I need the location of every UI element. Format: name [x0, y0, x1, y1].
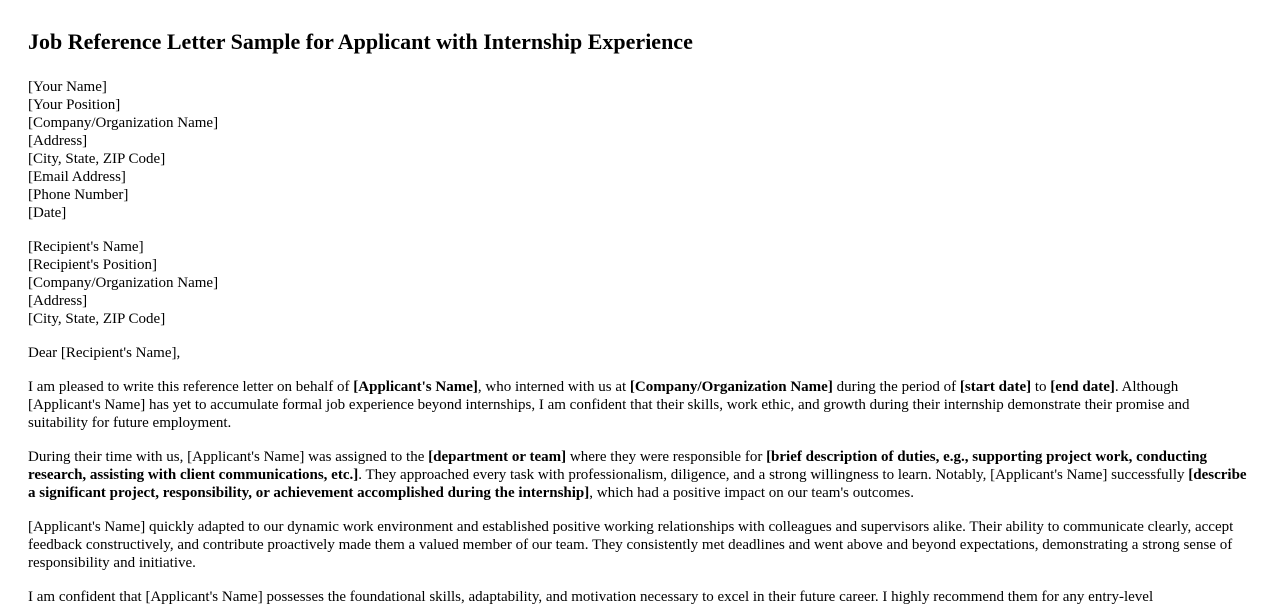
- sender-line: [Phone Number]: [28, 187, 129, 203]
- recipient-line: [Recipient's Name]: [28, 239, 144, 255]
- text-run: where they were responsible for: [566, 449, 767, 465]
- salutation: Dear [Recipient's Name],: [28, 345, 181, 361]
- text-run: I am confident that [Applicant's Name] possesses the foundational skills, adaptability, and motivation necessary to excel in their future career. I highly recommend them for any entry-level: [28, 589, 1154, 605]
- text-run: , who interned with us at: [477, 379, 630, 395]
- sender-line: [Your Name]: [28, 79, 107, 95]
- recipient-address-block: [28, 238, 1250, 328]
- recipient-line: [City, State, ZIP Code]: [28, 311, 166, 327]
- text-run: [Applicant's Name] quickly adapted to our dynamic work environment and established positive working relationships with colleagues and supervisors alike. Their ability to communicate clearly, accept feedback constructively, and contribute proactively made them a valued member of our team. They consistently met deadlines and went above and beyond expectations, demonstrating a strong sense of responsibility and initiative.: [28, 519, 1234, 571]
- body-paragraph-2: [28, 448, 1250, 502]
- bold-placeholder: [end date]: [1050, 379, 1115, 395]
- text-run: , which had a positive impact on our team's outcomes.: [589, 485, 914, 501]
- page-title: Job Reference Letter Sample for Applicant with Internship Experience: [28, 29, 693, 54]
- bold-placeholder: [brief description of duties, e.g., supporting project work, conducting research, assisting with client communications, etc.]: [28, 449, 1208, 483]
- text-run: . They approached every task with professionalism, diligence, and a strong willingness to learn. Notably, [Applicant's Name] successfully: [358, 467, 1189, 483]
- bold-placeholder: [start date]: [959, 379, 1032, 395]
- sender-line: [Address]: [28, 133, 88, 149]
- bold-placeholder: [Company/Organization Name]: [629, 379, 833, 395]
- text-run: during the period of: [832, 379, 960, 395]
- body-paragraph-3: [28, 518, 1250, 572]
- sender-line: [Your Position]: [28, 97, 121, 113]
- recipient-line: [Company/Organization Name]: [28, 275, 219, 291]
- sender-line: [Company/Organization Name]: [28, 115, 219, 131]
- bold-placeholder: [describe a significant project, responsibility, or achievement accomplished during the internship]: [28, 467, 1247, 501]
- sender-line: [Date]: [28, 205, 67, 221]
- text-run: I am pleased to write this reference letter on behalf of: [28, 379, 354, 395]
- recipient-line: [Recipient's Position]: [28, 257, 157, 273]
- recipient-line: [Address]: [28, 293, 88, 309]
- text-run: to: [1031, 379, 1051, 395]
- text-run: During their time with us, [Applicant's Name] was assigned to the: [28, 449, 429, 465]
- bold-placeholder: [department or team]: [428, 449, 567, 465]
- sender-line: [City, State, ZIP Code]: [28, 151, 166, 167]
- sender-line: [Email Address]: [28, 169, 126, 185]
- bold-placeholder: [Applicant's Name]: [353, 379, 478, 395]
- text-run: . Although [Applicant's Name] has yet to accumulate formal job experience beyond internships, I am confident that their skills, work ethic, and growth during their internship demonstrate their promise and suitability for future employment.: [28, 379, 1190, 431]
- body-paragraph-4: [28, 588, 1250, 606]
- sender-address-block: [28, 78, 1250, 222]
- body-paragraph-1: [28, 378, 1250, 432]
